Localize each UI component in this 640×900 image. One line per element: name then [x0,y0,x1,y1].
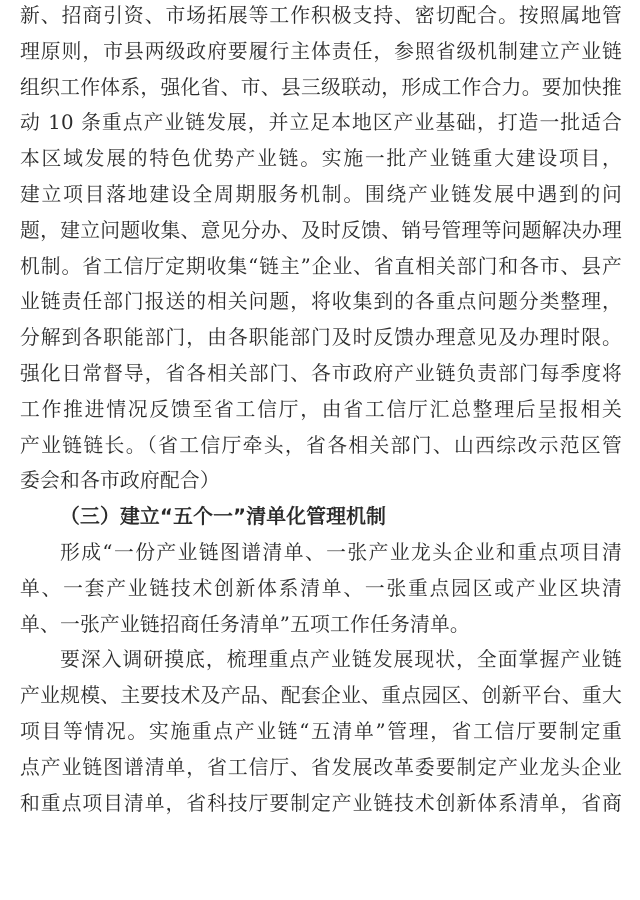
text-line: 产业链链长。（省工信厅牵头，省各相关部门、山西综改示范区管 [20,433,622,457]
text-line: 点产业链图谱清单，省工信厅、省发展改革委要制定产业龙头企业 [20,755,622,779]
text-line: 组织工作体系，强化省、市、县三级联动，形成工作合力。要加快推 [20,75,622,99]
text-line: 委会和各市政府配合） [20,469,220,493]
text-line: 题，建立问题收集、意见分办、及时反馈、销号管理等问题解决办理 [20,218,622,242]
text-line: 项目等情况。实施重点产业链“五清单”管理，省工信厅要制定重 [20,719,622,743]
text-line: 要深入调研摸底，梳理重点产业链发展现状，全面掌握产业链 [60,648,622,672]
text-line: 工作推进情况反馈至省工信厅，由省工信厅汇总整理后呈报相关 [20,397,622,421]
section-heading: （三）建立“五个一”清单化管理机制 [60,505,387,529]
paragraph-five-lists [20,535,622,642]
text-line: 本区域发展的特色优势产业链。实施一批产业链重大建设项目， [20,147,622,171]
text-line: 分解到各职能部门，由各职能部门及时反馈办理意见及办理时限。 [20,326,622,350]
text-line: 机制。省工信厅定期收集“链主”企业、省直相关部门和各市、县产 [20,254,622,278]
text-line: 理原则，市县两级政府要履行主体责任，参照省级机制建立产业链 [20,39,622,63]
text-line: 建立项目落地建设全周期服务机制。围绕产业链发展中遇到的问 [20,182,622,206]
text-line: 业链责任部门报送的相关问题，将收集到的各重点问题分类整理， [20,290,622,314]
text-line: 强化日常督导，省各相关部门、各市政府产业链负责部门每季度将 [20,361,622,385]
paragraph-industry-chain-mechanism [20,0,622,499]
text-line: 动 10 条重点产业链发展，并立足本地区产业基础，打造一批适合 [20,111,622,135]
text-line: 单、一套产业链技术创新体系清单、一张重点园区或产业区块清 [20,576,622,600]
text-line: 和重点项目清单，省科技厅要制定产业链技术创新体系清单，省商 [20,791,622,815]
text-line: 产业规模、主要技术及产品、配套企业、重点园区、创新平台、重大 [20,684,622,708]
text-line: 新、招商引资、市场拓展等工作积极支持、密切配合。按照属地管 [20,4,622,27]
text-line: 形成“一份产业链图谱清单、一张产业龙头企业和重点项目清 [60,540,622,564]
text-line: 单、一张产业链招商任务清单”五项工作任务清单。 [20,612,470,636]
paragraph-investigation [20,642,622,821]
